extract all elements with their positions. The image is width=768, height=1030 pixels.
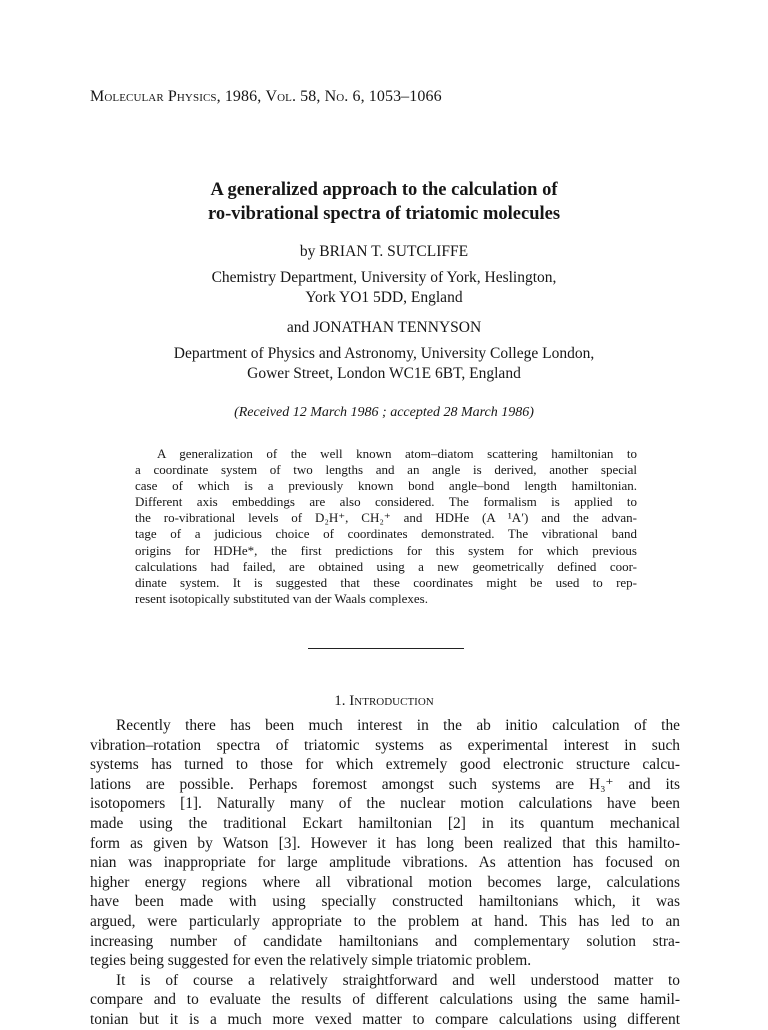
body-line: tonian but it is a much more vexed matter to compare calculations using different [90, 1010, 680, 1028]
paper-title-line: ro-vibrational spectra of triatomic molecules [207, 204, 561, 224]
section-divider [308, 648, 464, 649]
journal-pages: 6, 1053–1066 [348, 88, 442, 105]
abstract [135, 446, 637, 607]
author-byline: by BRIAN T. SUTCLIFFE [299, 243, 469, 260]
journal-year: , 1986, [216, 88, 266, 105]
body-line: have been made with using specially constructed hamiltonians which, it was [90, 893, 680, 911]
body-line: Recently there has been much interest in the ab initio calculation of the [116, 717, 680, 734]
author-affiliation: York YO1 5DD, England [305, 289, 463, 306]
abstract-line: a coordinate system of two lengths and an angle is derived, another special [135, 462, 637, 478]
abstract-line: A generalization of the well known atom–diatom scattering hamiltonian to [157, 446, 637, 461]
body-line: systems has turned to those for which extremely good electronic structure calcu- [90, 756, 680, 774]
author-affiliation: Chemistry Department, University of York, Heslington, [211, 269, 557, 286]
abstract-line: calculations had failed, are obtained using a new geometrically defined coor- [135, 558, 637, 574]
body-line: nian was inappropriate for large amplitude vibrations. As attention has focused on [90, 854, 680, 872]
journal-vol-label: Vol. [265, 88, 297, 105]
abstract-line: dinate system. It is suggested that these coordinates might be used to rep- [135, 574, 637, 590]
journal-no-label: No. [324, 88, 349, 105]
body-line: higher energy regions where all vibrational motion becomes large, calculations [90, 873, 680, 891]
received-dates: (Received 12 March 1986 ; accepted 28 March 1986) [234, 405, 534, 420]
abstract-line: tage of a judicious choice of coordinates demonstrated. The vibrational band [135, 526, 637, 542]
journal-name: Molecular Physics [90, 88, 217, 105]
section-title: Introduction [349, 693, 434, 709]
abstract-line: case of which is a previously known bond angle–bond length hamiltonian. [135, 478, 637, 494]
body-line: tegies being suggested for even the relatively simple triatomic problem. [90, 952, 532, 970]
journal-vol: 58, [296, 88, 325, 105]
body-line: compare and to evaluate the results of different calculations using the same hamil- [90, 991, 680, 1009]
author-affiliation: Department of Physics and Astronomy, University College London, [173, 345, 595, 362]
paper-title-line: A generalized approach to the calculation of [210, 180, 558, 200]
body-line: isotopomers [1]. Naturally many of the nuclear motion calculations have been [90, 795, 680, 813]
author-byline: and JONATHAN TENNYSON [286, 319, 482, 336]
journal-header [90, 88, 442, 106]
abstract-line: the ro-vibrational levels of D₂H⁺, CH₂⁺ and HDHe (A ¹A′) and the advan- [135, 510, 637, 526]
body-line: It is of course a relatively straightforward and well understood matter to [116, 971, 680, 989]
author-affiliation: Gower Street, London WC1E 6BT, England [247, 365, 521, 382]
body-line: lations are possible. Perhaps foremost amongst such systems are H₃⁺ and its [90, 775, 680, 793]
abstract-line: Different axis embeddings are also considered. The formalism is applied to [135, 494, 637, 510]
abstract-line: resent isotopically substituted van der Waals complexes. [135, 590, 428, 606]
body-line: form as given by Watson [3]. However it has long been realized that this hamilto- [90, 834, 680, 852]
section-heading [0, 693, 768, 710]
body-line: vibration–rotation spectra of triatomic systems as experimental interest in such [90, 736, 680, 754]
section-number: 1. [334, 693, 346, 709]
abstract-line: origins for HDHe*, the first predictions for this system for which previous [135, 542, 637, 558]
body-text [90, 716, 680, 1030]
body-line: increasing number of candidate hamiltonians and complementary solution stra- [90, 932, 680, 950]
body-line: argued, were particularly appropriate to the problem at hand. This has led to an [90, 912, 680, 930]
body-line: made using the traditional Eckart hamiltonian [2] in its quantum mechanical [90, 814, 680, 832]
